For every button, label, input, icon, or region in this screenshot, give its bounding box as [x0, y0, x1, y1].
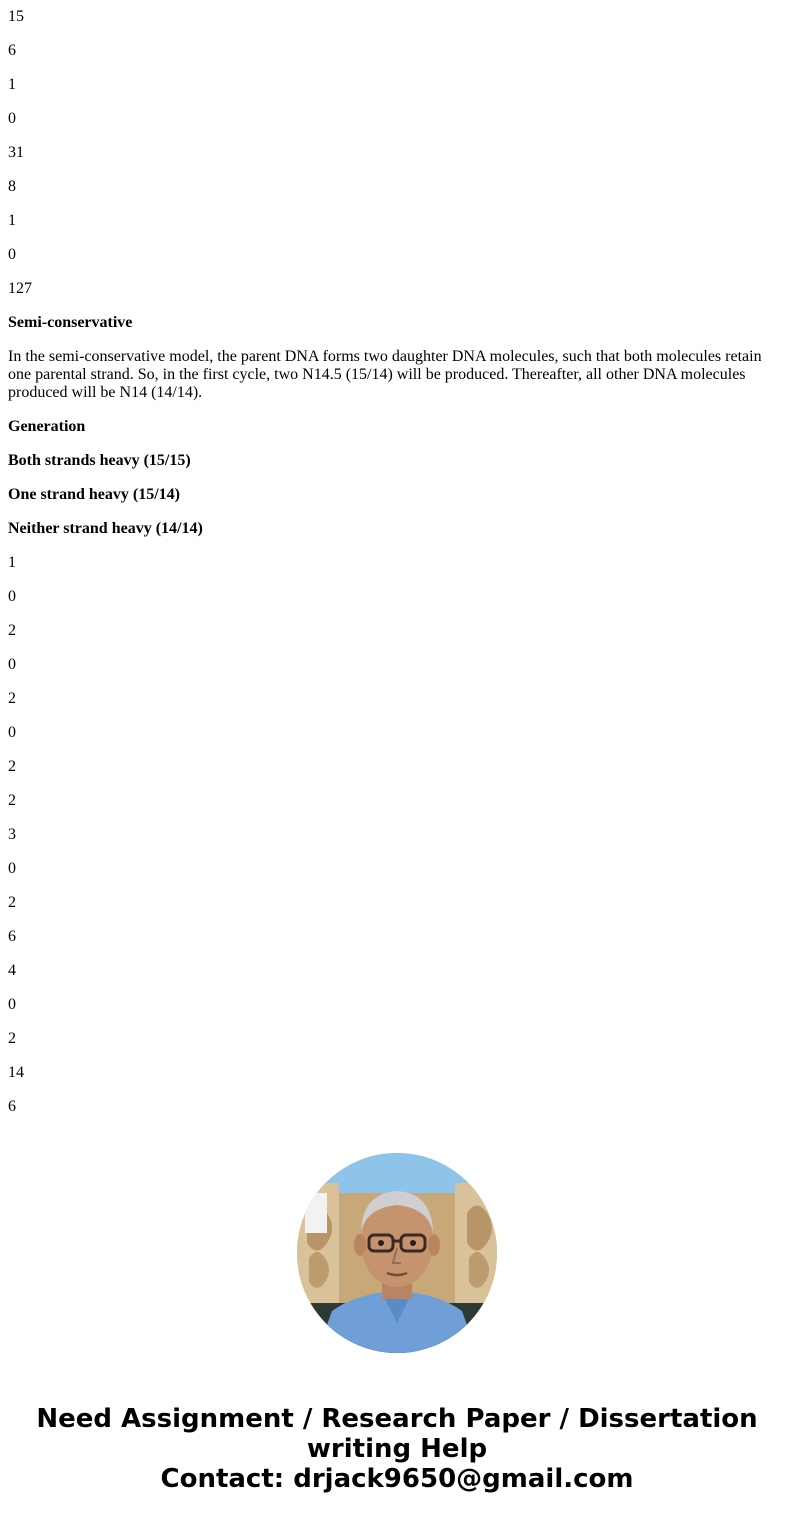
- contact-email: Contact: drjack9650@gmail.com: [160, 1464, 634, 1494]
- author-photo-icon: [297, 1153, 497, 1353]
- contact-banner: [0, 1404, 794, 1494]
- table-cell: 6: [8, 928, 16, 945]
- table-cell: 2: [8, 758, 16, 775]
- table-cell: 2: [8, 1030, 16, 1047]
- table-cell: 4: [8, 962, 16, 979]
- table-header: One strand heavy (15/14): [8, 486, 180, 503]
- table-header: Generation: [8, 418, 86, 435]
- table-cell: 0: [8, 996, 16, 1013]
- table-cell: 14: [8, 1064, 24, 1081]
- author-photo: [297, 1153, 497, 1353]
- value-line: 0: [8, 246, 16, 263]
- value-line: 31: [8, 144, 24, 161]
- section-paragraph: In the semi-conservative model, the parent DNA forms two daughter DNA molecules, such that both molecules retain one parental strand. So, in the first cycle, two N14.5 (15/14) will be produced. Thereafter, all other DNA molecules produced will be N14 (14/14).: [8, 348, 762, 401]
- value-line: 15: [8, 8, 24, 25]
- table-cell: 2: [8, 690, 16, 707]
- value-line: 0: [8, 110, 16, 127]
- table-cell: 0: [8, 860, 16, 877]
- table-header: Neither strand heavy (14/14): [8, 520, 203, 537]
- table-cell: 3: [8, 826, 16, 843]
- value-line: 127: [8, 280, 32, 297]
- table-cell: 1: [8, 554, 16, 571]
- table-cell: 2: [8, 792, 16, 809]
- table-cell: 2: [8, 894, 16, 911]
- value-line: 6: [8, 42, 16, 59]
- document-body: [8, 8, 786, 1132]
- contact-banner-line: Need Assignment / Research Paper / Dissertation: [36, 1404, 758, 1434]
- section-heading: Semi-conservative: [8, 314, 133, 331]
- table-header: Both strands heavy (15/15): [8, 452, 191, 469]
- table-cell: 0: [8, 724, 16, 741]
- value-line: 8: [8, 178, 16, 195]
- value-line: 1: [8, 76, 16, 93]
- table-cell: 6: [8, 1098, 16, 1115]
- table-cell: 2: [8, 622, 16, 639]
- table-cell: 0: [8, 656, 16, 673]
- value-line: 1: [8, 212, 16, 229]
- table-cell: 0: [8, 588, 16, 605]
- contact-banner-line: writing Help: [306, 1434, 488, 1464]
